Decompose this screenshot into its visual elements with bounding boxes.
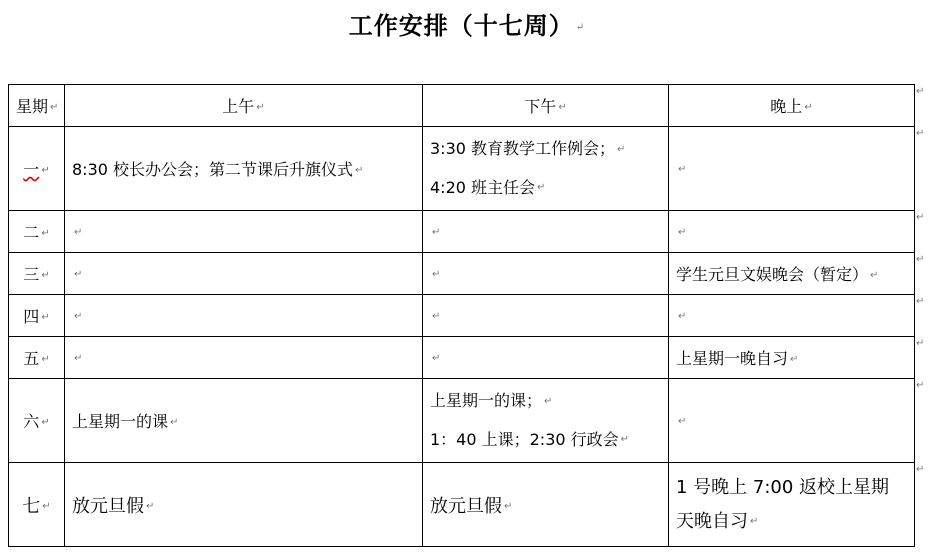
afternoon-cell: 3:30 教育教学工作例会； ↵ 4:20 班主任会 ↵ [423,127,669,211]
morning-cell: ↵ [65,337,423,379]
day-cell: 五 ↵ [9,337,65,379]
evening-cell: 1 号晚上 7:00 返校上星期天晚自习 ↵ [669,463,915,547]
afternoon-cell: ↵ [423,211,669,253]
day-cell: 四 ↵ [9,295,65,337]
header-weekday: 星期 ↵ [9,85,65,127]
morning-cell: ↵ [65,211,423,253]
row-end-mark-icon: ↵ [916,380,925,391]
table-row [9,127,915,211]
cell-mark-icon: ↵ [804,102,813,113]
morning-cell: 8:30 校长办公会；第二节课后升旗仪式 ↵ [65,127,423,211]
row-end-mark-icon: ↵ [916,338,925,349]
header-row [9,85,915,127]
paragraph-mark-icon: ↵ [575,22,586,33]
table-row [9,253,915,295]
cell-mark-icon: ↵ [256,102,265,113]
evening-cell: ↵ [669,211,915,253]
evening-cell: 学生元旦文娱晚会（暂定） ↵ [669,253,915,295]
table-row [9,463,915,547]
schedule-table [8,84,915,547]
table-row [9,295,915,337]
day-cell: 二 ↵ [9,211,65,253]
evening-cell: ↵ [669,127,915,211]
afternoon-cell: ↵ [423,295,669,337]
evening-cell: ↵ [669,379,915,463]
day-cell: 六 ↵ [9,379,65,463]
row-end-mark-icon: ↵ [916,254,925,265]
row-end-mark-icon: ↵ [916,464,925,475]
table-row [9,211,915,253]
evening-cell: 上星期一晚自习 ↵ [669,337,915,379]
page-title-text: 工作安排（十七周） [348,11,574,40]
cell-mark-icon: ↵ [558,102,567,113]
morning-cell: 上星期一的课 ↵ [65,379,423,463]
row-end-mark-icon: ↵ [916,212,925,223]
day-cell: 三 ↵ [9,253,65,295]
header-morning: 上午 ↵ [65,85,423,127]
row-end-mark-icon: ↵ [916,86,925,97]
morning-cell: ↵ [65,295,423,337]
page-title [0,6,934,41]
cell-mark-icon: ↵ [50,102,59,113]
afternoon-cell: 放元旦假 ↵ [423,463,669,547]
header-afternoon: 下午 ↵ [423,85,669,127]
row-end-mark-icon: ↵ [916,296,925,307]
day-cell: 七 ↵ [9,463,65,547]
table-row [9,379,915,463]
afternoon-cell: ↵ [423,337,669,379]
evening-cell: ↵ [669,295,915,337]
afternoon-cell: ↵ [423,253,669,295]
table-row [9,337,915,379]
afternoon-cell: 上星期一的课； ↵ 1：40 上课；2:30 行政会 ↵ [423,379,669,463]
morning-cell: 放元旦假 ↵ [65,463,423,547]
morning-cell: ↵ [65,253,423,295]
day-cell: 一 ↵ [9,127,65,211]
row-end-mark-icon: ↵ [916,128,925,139]
header-evening: 晚上 ↵ [669,85,915,127]
